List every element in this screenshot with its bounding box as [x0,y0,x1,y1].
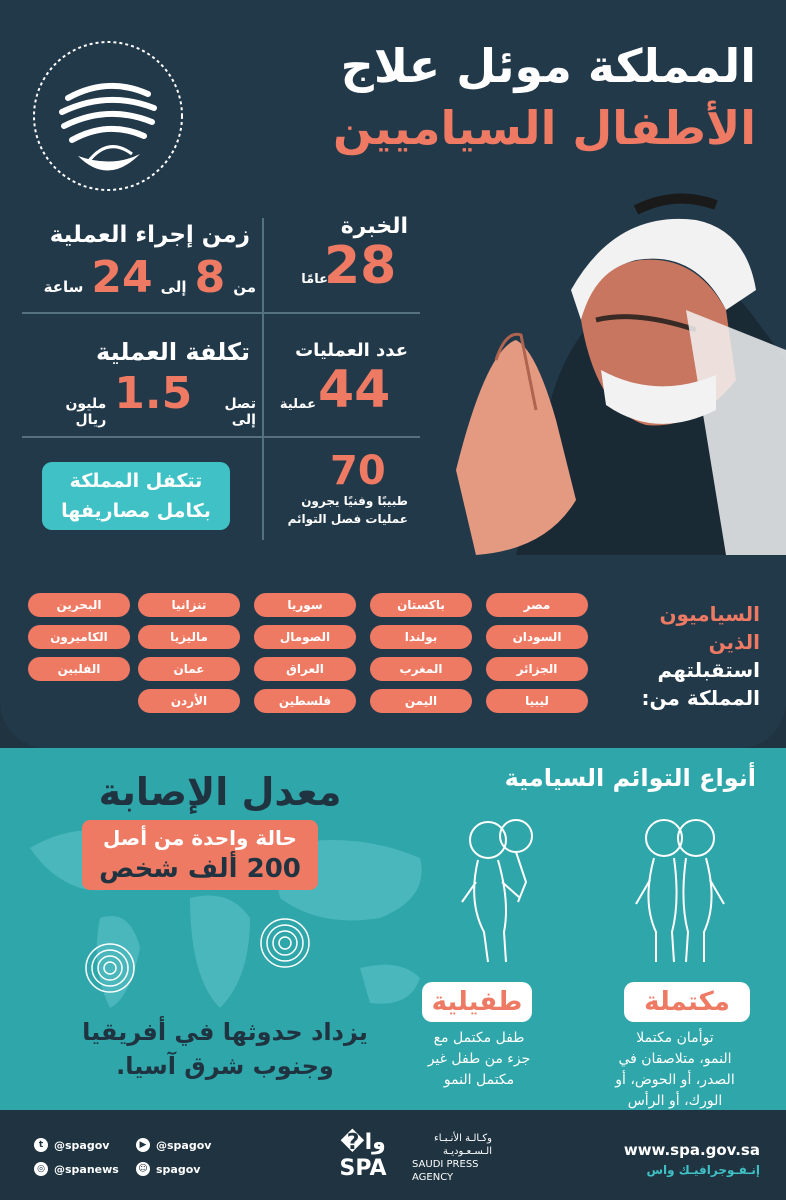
spread-text [60,1015,390,1083]
duration-to-word: إلى [160,278,187,296]
country-pill: سوريا [254,593,356,617]
twitter-link[interactable] [34,1138,109,1152]
country-pill: المغرب [370,657,472,681]
cost-label: تكلفة العملية [96,338,250,366]
incidence-line1: حالة واحدة من أصل [103,826,297,850]
country-pill: الأردن [138,689,240,713]
spread-line2: وجنوب شرق آسيا. [116,1052,334,1080]
parasitic-desc [404,1028,554,1091]
duration-label: زمن إجراء العملية [49,222,250,248]
incidence-title: معدل الإصابة [98,770,342,814]
instagram-handle: @spanews [54,1162,119,1176]
parasitic-desc-1: طفل مكتمل مع [433,1030,525,1046]
youtube-link[interactable] [136,1138,211,1152]
received-line1: السياميون [659,602,760,626]
country-pill: ليبيا [486,689,588,713]
instagram-link[interactable] [34,1162,119,1176]
country-pill: الكاميرون [28,625,130,649]
agency-ar-2: الـسـعـوديـة [442,1146,492,1157]
incidence-line2-rest: ألف شخص [99,854,238,884]
country-pill: باكستان [370,593,472,617]
parasitic-desc-3: مكتمل النمو [443,1072,515,1088]
complete-desc [590,1028,760,1112]
doctors-line2: عمليات فصل التوائم [287,512,408,526]
cost-prefix: تصل إلى [224,396,256,428]
complete-badge: مكتملة [624,982,750,1022]
infographic-tagline: إنـفـوجرافيـك واس [646,1163,760,1177]
agency-en-2: AGENCY [412,1172,454,1183]
country-pill: البحرين [28,593,130,617]
operations-value: 44 [318,360,391,420]
country-pill: السودان [486,625,588,649]
country-pill: بولندا [370,625,472,649]
experience-unit: عامًا [301,272,328,287]
coverage-banner [42,462,230,530]
received-line3: استقبلتهم [657,658,760,682]
spa-logo-top: وا� [340,1130,386,1155]
youtube-icon: ▶ [136,1138,150,1152]
complete-desc-3: الصدر، أو الحوض، أو [615,1072,735,1088]
country-pill: مصر [486,593,588,617]
operations-unit: عملية [279,397,316,412]
stats-divider-vertical [262,218,264,540]
types-title: أنواع التوائم السيامية [504,764,756,792]
portrait-illustration-icon [396,170,786,555]
agency-en-1: SAUDI PRESS [412,1159,479,1170]
agency-ar-1: وكـالـة الأنـبـاء [434,1133,492,1144]
stats-divider-horizontal-2 [22,436,420,438]
country-pill: تنزانيا [138,593,240,617]
parasitic-twins-icon [448,812,558,972]
ksrelief-logo-icon [28,36,188,196]
received-line2: الذين [708,630,760,654]
duration-to: 24 [91,252,153,303]
country-pill: العراق [254,657,356,681]
incidence-value: 200 [246,854,301,884]
banner-line2: بكامل مصاريفها [61,500,211,522]
complete-desc-1: توأمان مكتملا [636,1030,714,1046]
received-heading [610,600,760,712]
country-pill: فلسطين [254,689,356,713]
parasitic-badge: طفيلية [422,982,532,1022]
country-pill: اليمن [370,689,472,713]
duration-unit: ساعة [43,278,84,296]
spa-agency-text [412,1132,492,1184]
country-pill: الصومال [254,625,356,649]
snapchat-handle: spagov [156,1162,201,1176]
instagram-icon: ◎ [34,1162,48,1176]
cost-row [36,368,256,428]
twitter-icon: t [34,1138,48,1152]
cost-unit: مليون ريال [65,396,107,428]
spread-line1: يزداد حدوثها في أفريقيا [82,1018,368,1046]
country-pill: ماليزيا [138,625,240,649]
website-link[interactable]: www.spa.gov.sa [623,1141,760,1159]
experience-label: الخبرة [340,214,408,239]
complete-desc-4: الورك، أو الرأس [627,1093,723,1109]
doctors-line1: طبيبًا وفنيًا يجرون [301,494,408,508]
incidence-line2 [82,854,318,884]
twitter-handle: @spagov [54,1138,110,1152]
duration-from-word: من [233,278,256,296]
stats-divider-horizontal-1 [22,312,420,314]
experience-value: 28 [324,236,397,296]
main-title-line2: الأطفال السياميين [333,101,756,155]
banner-line1: تتكفل المملكة [69,470,203,492]
complete-desc-2: النمو، متلاصقان في [618,1051,732,1067]
country-pill: الفلبين [28,657,130,681]
snapchat-link[interactable] [136,1162,200,1176]
received-line4: المملكة من: [641,686,760,710]
country-pill: الجزائر [486,657,588,681]
doctors-value: 70 [330,448,386,494]
main-title-line1: المملكة موئل علاج [340,39,756,93]
countries-grid [28,593,608,715]
parasitic-desc-2: جزء من طفل غير [427,1051,531,1067]
spa-logo-bottom: SPA [339,1156,387,1181]
snapchat-icon: ☺ [136,1162,150,1176]
duration-from: 8 [194,252,226,303]
duration-row [36,252,256,302]
cost-value: 1.5 [114,368,193,419]
operations-label: عدد العمليات [295,340,408,361]
country-pill: عمان [138,657,240,681]
spa-logo [318,1130,408,1186]
complete-twins-icon [620,812,740,972]
youtube-handle: @spagov [156,1138,212,1152]
